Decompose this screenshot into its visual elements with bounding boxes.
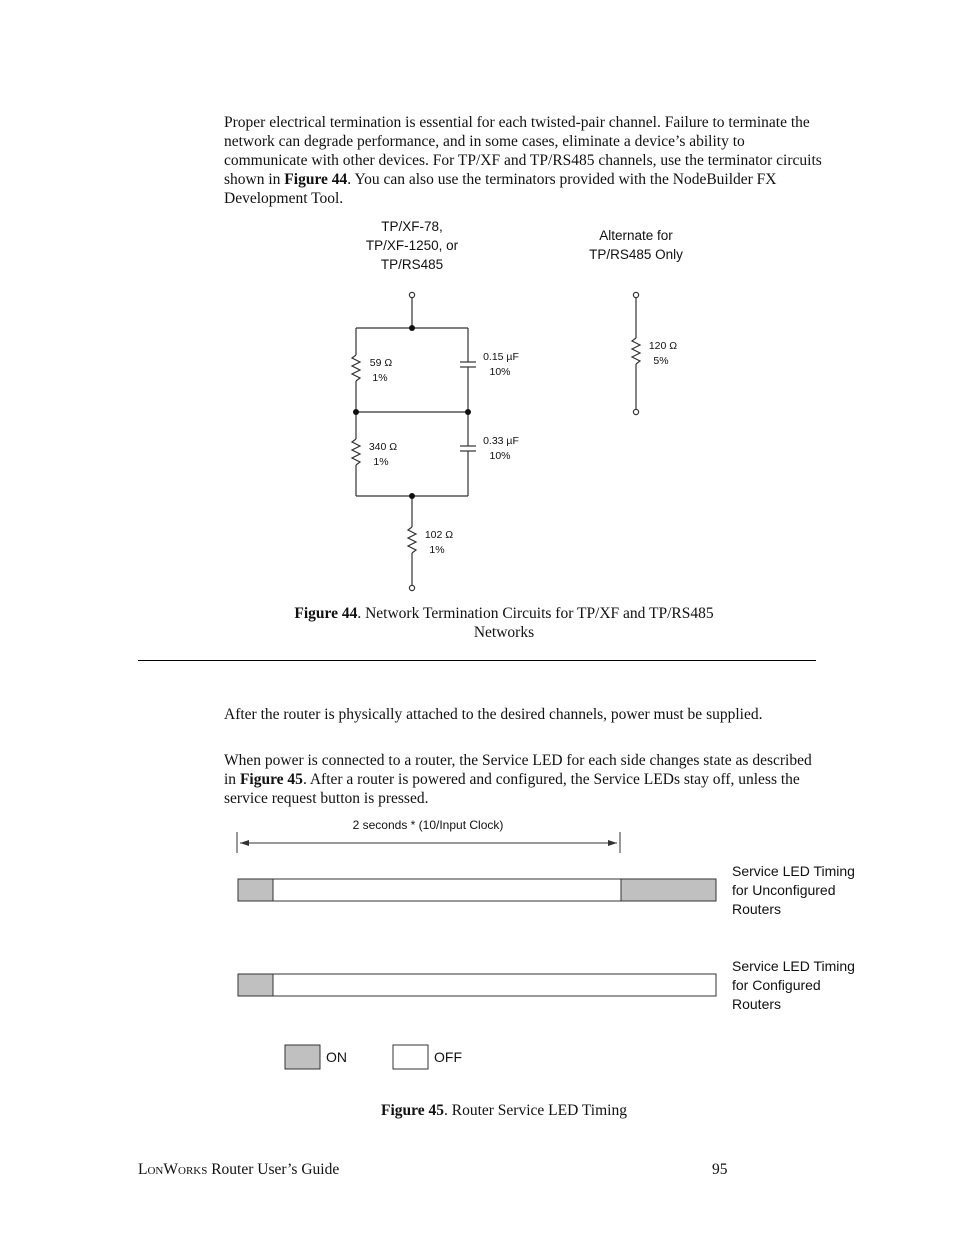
figure-44-caption bbox=[224, 604, 784, 642]
footer-title-w: W bbox=[163, 1161, 178, 1178]
figure-44-caption-text-2: Networks bbox=[473, 624, 535, 641]
resistor-102-symbol bbox=[408, 527, 416, 553]
left-title-line-2: TP/XF-1250, or bbox=[365, 238, 459, 253]
power-paragraph-2 bbox=[224, 751, 824, 808]
top-terminal bbox=[409, 292, 414, 297]
junction-dot bbox=[465, 409, 471, 415]
footer-title-on: on bbox=[147, 1161, 164, 1178]
arrow-left-head bbox=[240, 840, 249, 846]
junction-dot bbox=[409, 325, 415, 331]
left-title-line-1: TP/XF-78, bbox=[381, 219, 443, 234]
figure-45-caption-label: Figure 45 bbox=[381, 1102, 444, 1119]
r340-value: 340 Ω bbox=[368, 441, 398, 453]
page-number: 95 bbox=[712, 1161, 728, 1178]
unconfigured-label-line-1: Service LED Timing bbox=[732, 863, 855, 879]
intro-text-1: Proper electrical termination is essential for each twisted-pair channel. Failure to terminate the network can degrade performance, and in some cases, eliminate a device’s ability to communicate with other devices. For TP/XF and TP/RS485 channels, use the terminator circuits shown in bbox=[224, 114, 822, 188]
unconfigured-timing-bar bbox=[238, 879, 716, 901]
figure-45-caption-text: . Router Service LED Timing bbox=[444, 1102, 627, 1119]
r120-value: 120 Ω bbox=[648, 340, 678, 352]
configured-label-line-3: Routers bbox=[732, 996, 782, 1012]
resistor-59-symbol bbox=[352, 355, 360, 381]
footer-title-orks: orks bbox=[178, 1161, 208, 1178]
unconfigured-label-line-3: Routers bbox=[732, 901, 782, 917]
figure-44-caption-label: Figure 44 bbox=[294, 605, 358, 622]
configured-label-line-2: for Configured bbox=[732, 977, 821, 993]
c033-tolerance: 10% bbox=[489, 450, 511, 462]
footer-title-l: L bbox=[138, 1161, 148, 1178]
intro-text-2: . You can also use the terminators provided with the NodeBuilder FX Development Tool. bbox=[224, 171, 777, 207]
figure-45-timing-diagram bbox=[0, 810, 954, 1090]
configured-timing-bar bbox=[238, 974, 716, 996]
right-title-line-2: TP/RS485 Only bbox=[589, 247, 683, 262]
figure-45-caption bbox=[224, 1101, 784, 1120]
resistor-340-symbol bbox=[352, 439, 360, 465]
r102-tolerance: 1% bbox=[429, 544, 445, 556]
power-paragraph-1: After the router is physically attached to the desired channels, power must be supplied. bbox=[224, 706, 763, 723]
power-text-2: . After a router is powered and configured, the Service LEDs stay off, unless the service request button is pressed. bbox=[224, 771, 800, 807]
resistor-120-symbol bbox=[632, 338, 640, 364]
arrow-right-head bbox=[608, 840, 617, 846]
legend-on-swatch bbox=[285, 1045, 320, 1069]
figure-45-reference[interactable]: Figure 45 bbox=[239, 771, 303, 788]
right-title-line-1: Alternate for bbox=[599, 228, 673, 243]
junction-dot bbox=[353, 409, 359, 415]
c015-tolerance: 10% bbox=[489, 366, 511, 378]
left-title-line-3: TP/RS485 bbox=[380, 257, 444, 272]
r120-tolerance: 5% bbox=[653, 355, 669, 367]
legend-off-swatch bbox=[393, 1045, 428, 1069]
figure-44-reference[interactable]: Figure 44 bbox=[284, 171, 348, 188]
r59-tolerance: 1% bbox=[372, 372, 388, 384]
unconfigured-label-line-2: for Unconfigured bbox=[732, 882, 836, 898]
r59-value: 59 Ω bbox=[369, 357, 393, 369]
bottom-terminal bbox=[409, 585, 414, 590]
on-segment bbox=[238, 879, 273, 901]
junction-dot bbox=[409, 493, 415, 499]
footer-guide-title bbox=[138, 1161, 339, 1179]
c015-value: 0.15 µF bbox=[483, 351, 519, 363]
configured-label-line-1: Service LED Timing bbox=[732, 958, 855, 974]
alt-top-terminal bbox=[633, 292, 638, 297]
footer-title-rest: Router User’s Guide bbox=[207, 1161, 340, 1178]
legend-on-label: ON bbox=[326, 1049, 347, 1065]
figure-44-circuit-diagram bbox=[0, 0, 954, 600]
c033-value: 0.33 µF bbox=[483, 435, 519, 447]
power-text-1: When power is connected to a router, the Service LED for each side changes state as described in bbox=[224, 752, 812, 788]
alt-bottom-terminal bbox=[633, 409, 638, 414]
r102-value: 102 Ω bbox=[424, 529, 454, 541]
legend-off-label: OFF bbox=[434, 1049, 462, 1065]
period-label: 2 seconds * (10/Input Clock) bbox=[352, 818, 504, 832]
figure-44-caption-text: . Network Termination Circuits for TP/XF and TP/RS485 bbox=[357, 605, 714, 622]
r340-tolerance: 1% bbox=[373, 456, 389, 468]
section-divider bbox=[138, 660, 816, 661]
on-segment bbox=[238, 974, 273, 996]
on-segment bbox=[621, 879, 716, 901]
